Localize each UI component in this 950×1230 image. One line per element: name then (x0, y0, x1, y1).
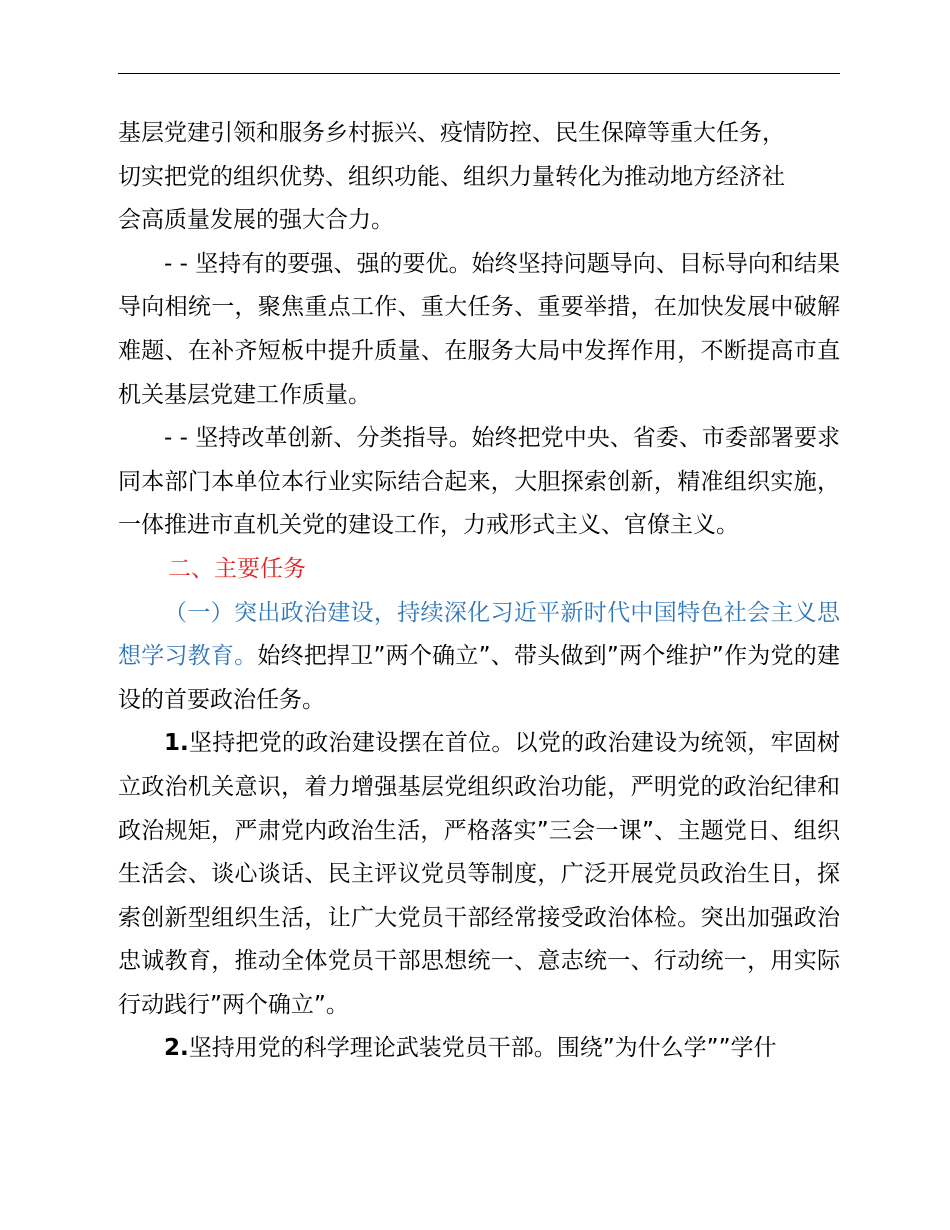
header-rule (118, 73, 840, 74)
paragraph-5-text: 坚持把党的政治建设摆在首位。以党的政治建设为统领，牢固树立政治机关意识，着力增强基层党组织政治功能，严明党的政治纪律和政治规矩，严肃党内政治生活，严格落实”三会一课”、主题党日、组织生活会、谈心谈话、民主评议党员等制度，广泛开展党员政治生日，探索创新型组织生活，让广大党员干部经常接受政治体检。突出加强政治忠诚教育，推动全体党员干部思想统一、意志统一、行动统一，用实际行动践行”两个确立”。 (118, 730, 840, 1018)
paragraph-3: - - 坚持改革创新、分类指导。始终把党中央、省委、市委部署要求同本部门本单位本行业实际结合起来，大胆探索创新，精准组织实施，一体推进市直机关党的建设工作，力戒形式主义、官僚主义。 (118, 425, 840, 539)
document-body (118, 112, 840, 1071)
paragraph-4 (118, 592, 840, 723)
paragraph-6 (118, 1027, 840, 1071)
item-number-1: 1. (164, 730, 189, 757)
paragraph-4-text: 始终把捍卫”两个确立”、带头做到”两个维护”作为党的建设的首要政治任务。 (118, 643, 840, 713)
subsection-heading: （一）突出政治建设，持续深化习近平新时代中国特色社会主义思想学习教育。 (118, 599, 840, 670)
paragraph-6-text: 坚持用党的科学理论武装党员干部。围绕”为什么学””学什 (188, 1035, 777, 1062)
paragraph-5 (118, 722, 840, 1027)
paragraph-1-line-3: 会高质量发展的强大合力。 (118, 207, 394, 234)
paragraph-2: - - 坚持有的要强、强的要优。始终坚持问题导向、目标导向和结果导向相统一，聚焦重点工作、重大任务、重要举措，在加快发展中破解难题、在补齐短板中提升质量、在服务大局中发挥作用，不断提高市直机关基层党建工作质量。 (118, 250, 840, 408)
paragraph-1 (118, 112, 840, 243)
paragraph-1-line-1: 基层党建引领和服务乡村振兴、疫情防控、民生保障等重大任务， (118, 120, 785, 146)
section-heading: 二、主要任务 (168, 555, 306, 582)
item-number-2: 2. (164, 1035, 189, 1062)
paragraph-1-line-2: 切实把党的组织优势、组织功能、组织力量转化为推动地方经济社 (118, 163, 785, 190)
